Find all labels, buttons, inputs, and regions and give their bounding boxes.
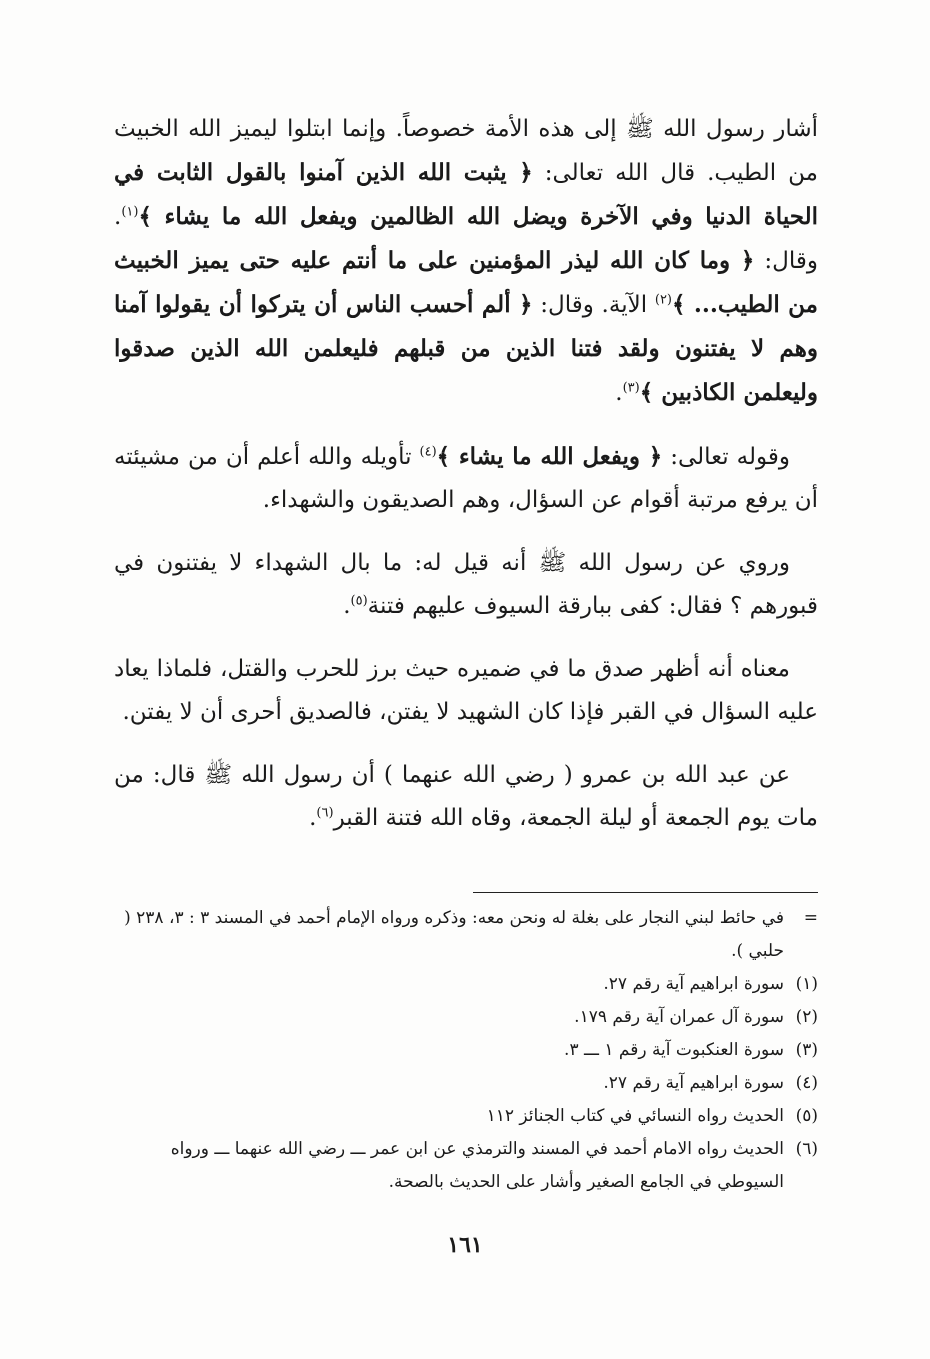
paragraph bbox=[114, 542, 818, 628]
text-run: . bbox=[343, 593, 351, 619]
footnote-mark: (٤) bbox=[795, 1073, 818, 1093]
quran-verse: ﴿ ألم أحسب الناس أن يتركوا أن يقولوا آمنا وهم لا يفتنون ولقد فتنا الذين من قبلهم فليعلمن الله الذين صدقوا وليعلمن الكاذبين ﴾ bbox=[114, 291, 818, 406]
main-text bbox=[114, 108, 818, 860]
footnote-reference: (٦) bbox=[316, 805, 334, 821]
paragraph bbox=[114, 108, 818, 415]
text-run: وقوله تعالى: bbox=[662, 444, 790, 470]
quran-verse: ﴿ يثبت الله الذين آمنوا بالقول الثابت في الحياة الدنيا وفي الآخرة ويضل الله الظالمين ويفعل الله ما يشاء ﴾ bbox=[114, 159, 818, 230]
footnote-mark: (١) bbox=[795, 974, 818, 994]
text-run: معناه أنه أظهر صدق ما في ضميره حيث برز للحرب والقتل، فلماذا يعاد عليه السؤال في القبر فإذا كان الشهيد لا يفتن، فالصديق أحرى أن لا يفتن. bbox=[114, 656, 818, 725]
text-run: . bbox=[615, 380, 623, 406]
footnote-mark: (٢) bbox=[795, 1007, 818, 1027]
footnote-mark: (٥) bbox=[795, 1106, 818, 1126]
footnote-reference: (٥) bbox=[350, 593, 368, 609]
footnote-text: سورة ابراهيم آية رقم ٢٧. bbox=[603, 1073, 784, 1093]
text-run: الآية. وقال: bbox=[532, 292, 655, 318]
text-run: أشار رسول الله ﷺ إلى هذه الأمة خصوصاً. وإنما ابتلوا ليميز الله الخبيث من الطيب. قال الله تعالى: bbox=[114, 116, 818, 186]
text-run: تأويله والله أعلم أن من مشيئته أن يرفع مرتبة أقوام عن السؤال، وهم الصديقون والشهداء. bbox=[114, 444, 818, 513]
footnote-reference: (٤) bbox=[419, 444, 437, 460]
text-run: . وقال: bbox=[114, 204, 818, 274]
page-number: ١٦١ bbox=[447, 1232, 483, 1258]
footnote bbox=[114, 1001, 818, 1034]
text-run: عن عبد الله بن عمرو ( رضي الله عنهما ) أن رسول الله ﷺ قال: من مات يوم الجمعة أو ليلة الجمعة، وقاه الله فتنة القبر bbox=[114, 762, 818, 831]
paragraph bbox=[114, 648, 818, 734]
footnote-text: سورة ابراهيم آية رقم ٢٧. bbox=[603, 974, 784, 994]
footnote bbox=[114, 1067, 818, 1100]
footnote bbox=[114, 1100, 818, 1133]
quran-verse: ﴿ ويفعل الله ما يشاء ﴾ bbox=[436, 443, 663, 470]
footnote-text: سورة العنكبوت آية رقم ١ ـــ ٣. bbox=[564, 1040, 784, 1060]
footnote bbox=[114, 902, 818, 968]
footnote bbox=[114, 968, 818, 1001]
footnote-text: سورة آل عمران آية رقم ١٧٩. bbox=[574, 1007, 784, 1027]
quran-verse: ﴿ وما كان الله ليذر المؤمنين على ما أنتم عليه حتى يميز الخبيث من الطيب... ﴾ bbox=[114, 247, 818, 318]
footnote-reference: (٢) bbox=[654, 292, 672, 308]
text-run: وروي عن رسول الله ﷺ أنه قيل له: ما بال الشهداء لا يفتنون في قبورهم ؟ فقال: كفى ببارقة السيوف عليهم فتنة bbox=[114, 550, 818, 619]
footnote bbox=[114, 1034, 818, 1067]
footnote-mark: = bbox=[803, 908, 818, 928]
footnotes bbox=[114, 902, 818, 1199]
footnote-text: في حائط لبني النجار على بغلة له ونحن معه: وذكره ورواه الإمام أحمد في المسند ٣ : ٣، ٢٣٨ ( حلبي ). bbox=[124, 908, 784, 961]
footnote bbox=[114, 1133, 818, 1199]
paragraph bbox=[114, 754, 818, 840]
text-run: . bbox=[309, 805, 317, 831]
footnote-text: الحديث رواه النسائي في كتاب الجنائز ١١٢ bbox=[486, 1106, 784, 1126]
footnote-mark: (٦) bbox=[795, 1139, 818, 1159]
footnote-text: الحديث رواه الامام أحمد في المسند والترمذي عن ابن عمر ـــ رضي الله عنهما ـــ ورواه السيوطي في الجامع الصغير وأشار على الحديث بالصحة. bbox=[170, 1139, 784, 1192]
paragraph bbox=[114, 435, 818, 522]
footnote-divider bbox=[473, 892, 818, 893]
footnote-reference: (٣) bbox=[622, 380, 640, 396]
footnote-mark: (٣) bbox=[795, 1040, 818, 1060]
footnote-reference: (١) bbox=[121, 204, 139, 220]
